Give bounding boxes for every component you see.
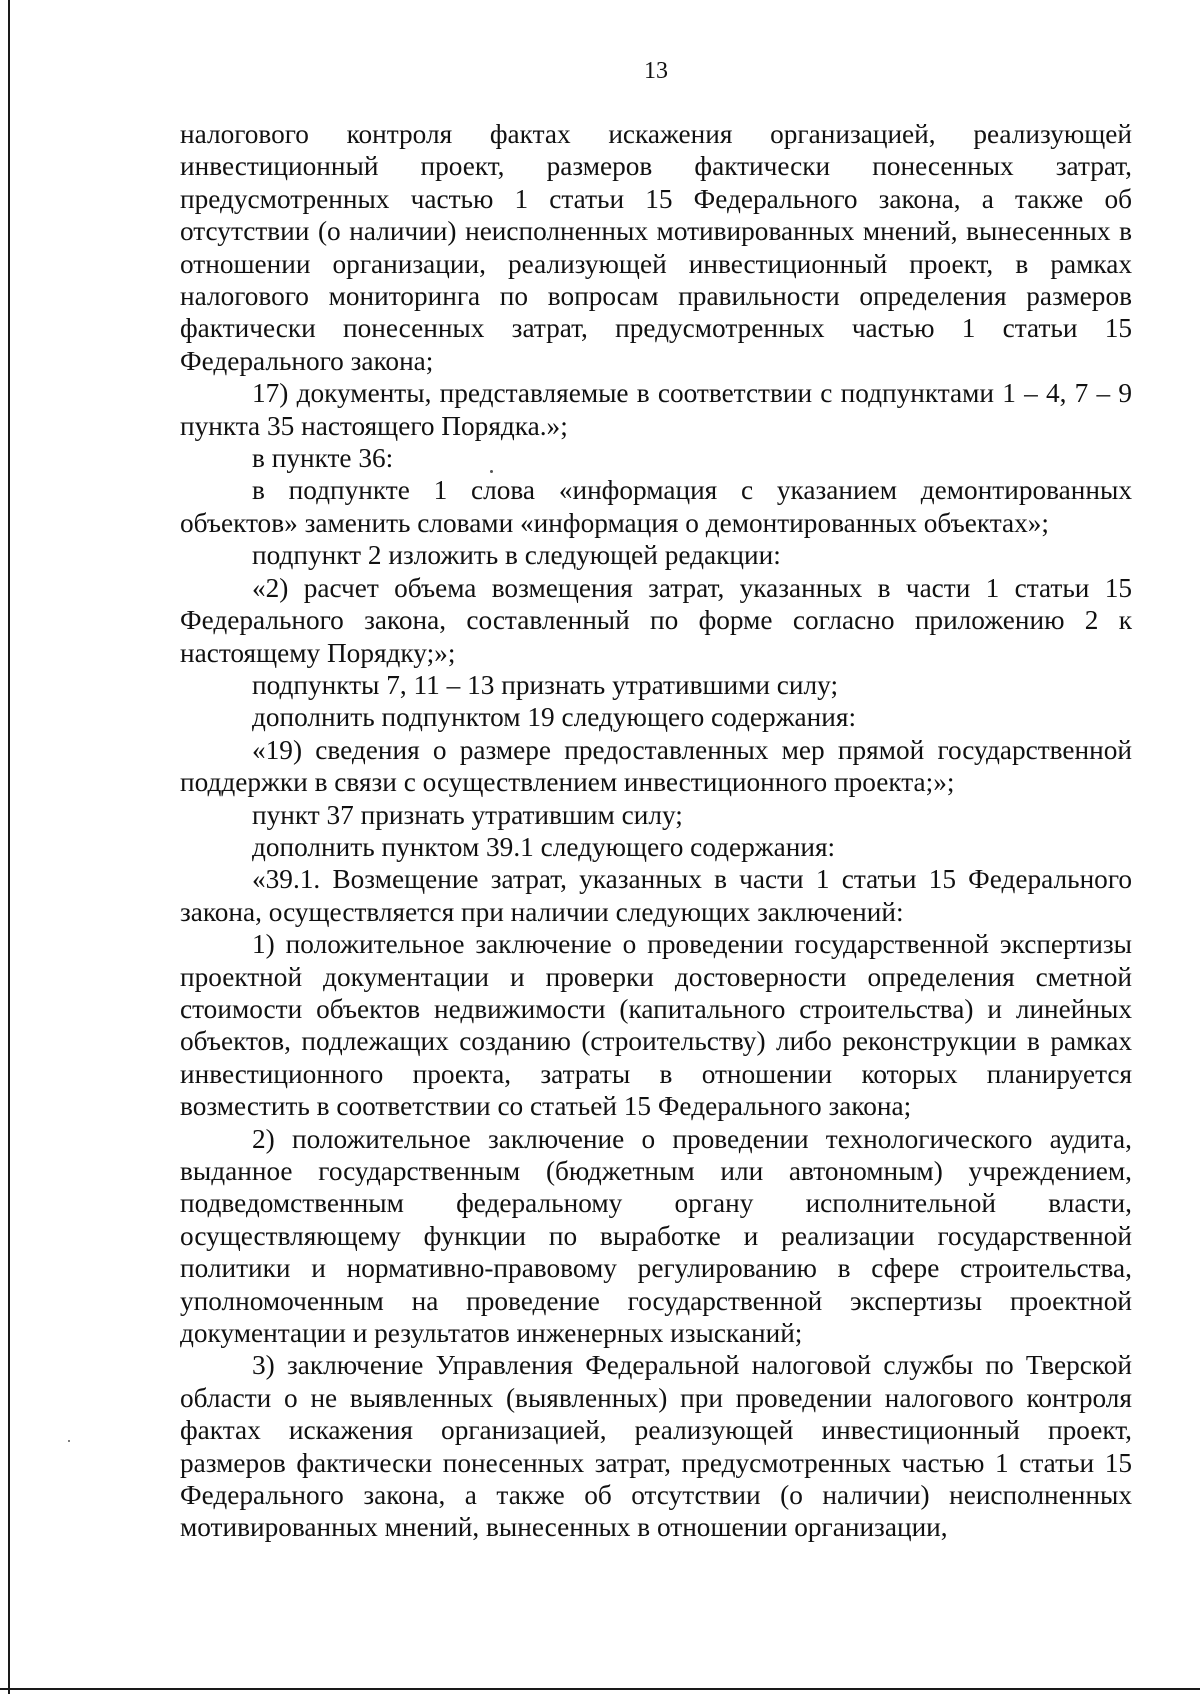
paragraph: 17) документы, представляемые в соответствии с подпунктами 1 – 4, 7 – 9 пункта 35 настоящего Порядка.»; bbox=[180, 378, 1132, 441]
paragraph: подпункт 2 изложить в следующей редакции: bbox=[252, 540, 781, 571]
scan-speck bbox=[68, 1440, 70, 1442]
paragraph: пункт 37 признать утратившим силу; bbox=[252, 799, 683, 830]
paragraph: 1) положительное заключение о проведении государственной экспертизы проектной документации и проверки достоверности определения сметной стоимости объектов недвижимости (капитального строительства) и линейных объектов, подлежащих созданию (строительству) либо реконструкции в рамках инвестиционного проекта, затраты в отношении которых планируется возместить в соответствии со статьей 15 Федерального закона; bbox=[180, 929, 1132, 1122]
scan-edge-bottom bbox=[0, 1688, 1200, 1690]
paragraph: в подпункте 1 слова «информация с указанием демонтированных объектов» заменить словами «информация о демонтированных объектах»; bbox=[180, 475, 1132, 538]
paragraph: дополнить пунктом 39.1 следующего содержания: bbox=[252, 831, 836, 862]
paragraph: в пункте 36: bbox=[252, 443, 394, 474]
scan-edge-left bbox=[8, 0, 10, 1694]
paragraph: налогового контроля фактах искажения организацией, реализующей инвестиционный проект, размеров фактически понесенных затрат, предусмотренных частью 1 статьи 15 Федерального закона, а также об отсутствии (о наличии) неисполненных мотивированных мнений, вынесенных в отношении организации, реализующей инвестиционный проект, в рамках налогового мониторинга по вопросам правильности определения размеров фактически понесенных затрат, предусмотренных частью 1 статьи 15 Федерального закона; bbox=[180, 119, 1132, 376]
paragraph: «39.1. Возмещение затрат, указанных в части 1 статьи 15 Федерального закона, осуществляется при наличии следующих заключений: bbox=[180, 864, 1132, 927]
document-body bbox=[180, 118, 1132, 1544]
paragraph: подпункты 7, 11 – 13 признать утратившими силу; bbox=[252, 669, 839, 700]
paragraph: дополнить подпунктом 19 следующего содержания: bbox=[252, 702, 857, 733]
paragraph: «19) сведения о размере предоставленных мер прямой государственной поддержки в связи с осуществлением инвестиционного проекта;»; bbox=[180, 734, 1132, 798]
paragraph: 2) положительное заключение о проведении технологического аудита, выданное государственным (бюджетным или автономным) учреждением, подведомственным федеральному органу исполнительной власти, осуществляющему функции по выработке и реализации государственной политики и нормативно-правовому регулированию в сфере строительства, уполномоченным на проведение государственной экспертизы проектной документации и результатов инженерных изысканий; bbox=[180, 1123, 1132, 1349]
paragraph: «2) расчет объема возмещения затрат, указанных в части 1 статьи 15 Федерального закона, составленный по форме согласно приложению 2 к настоящему Порядку;»; bbox=[180, 572, 1132, 668]
page-number: 13 bbox=[644, 58, 668, 84]
paragraph: 3) заключение Управления Федеральной налоговой службы по Тверской области о не выявленных (выявленных) при проведении налогового контроля фактах искажения организацией, реализующей инвестиционный проект, размеров фактически понесенных затрат, предусмотренных частью 1 статьи 15 Федерального закона, а также об отсутствии (о наличии) неисполненных мотивированных мнений, вынесенных в отношении организации, bbox=[180, 1350, 1132, 1543]
